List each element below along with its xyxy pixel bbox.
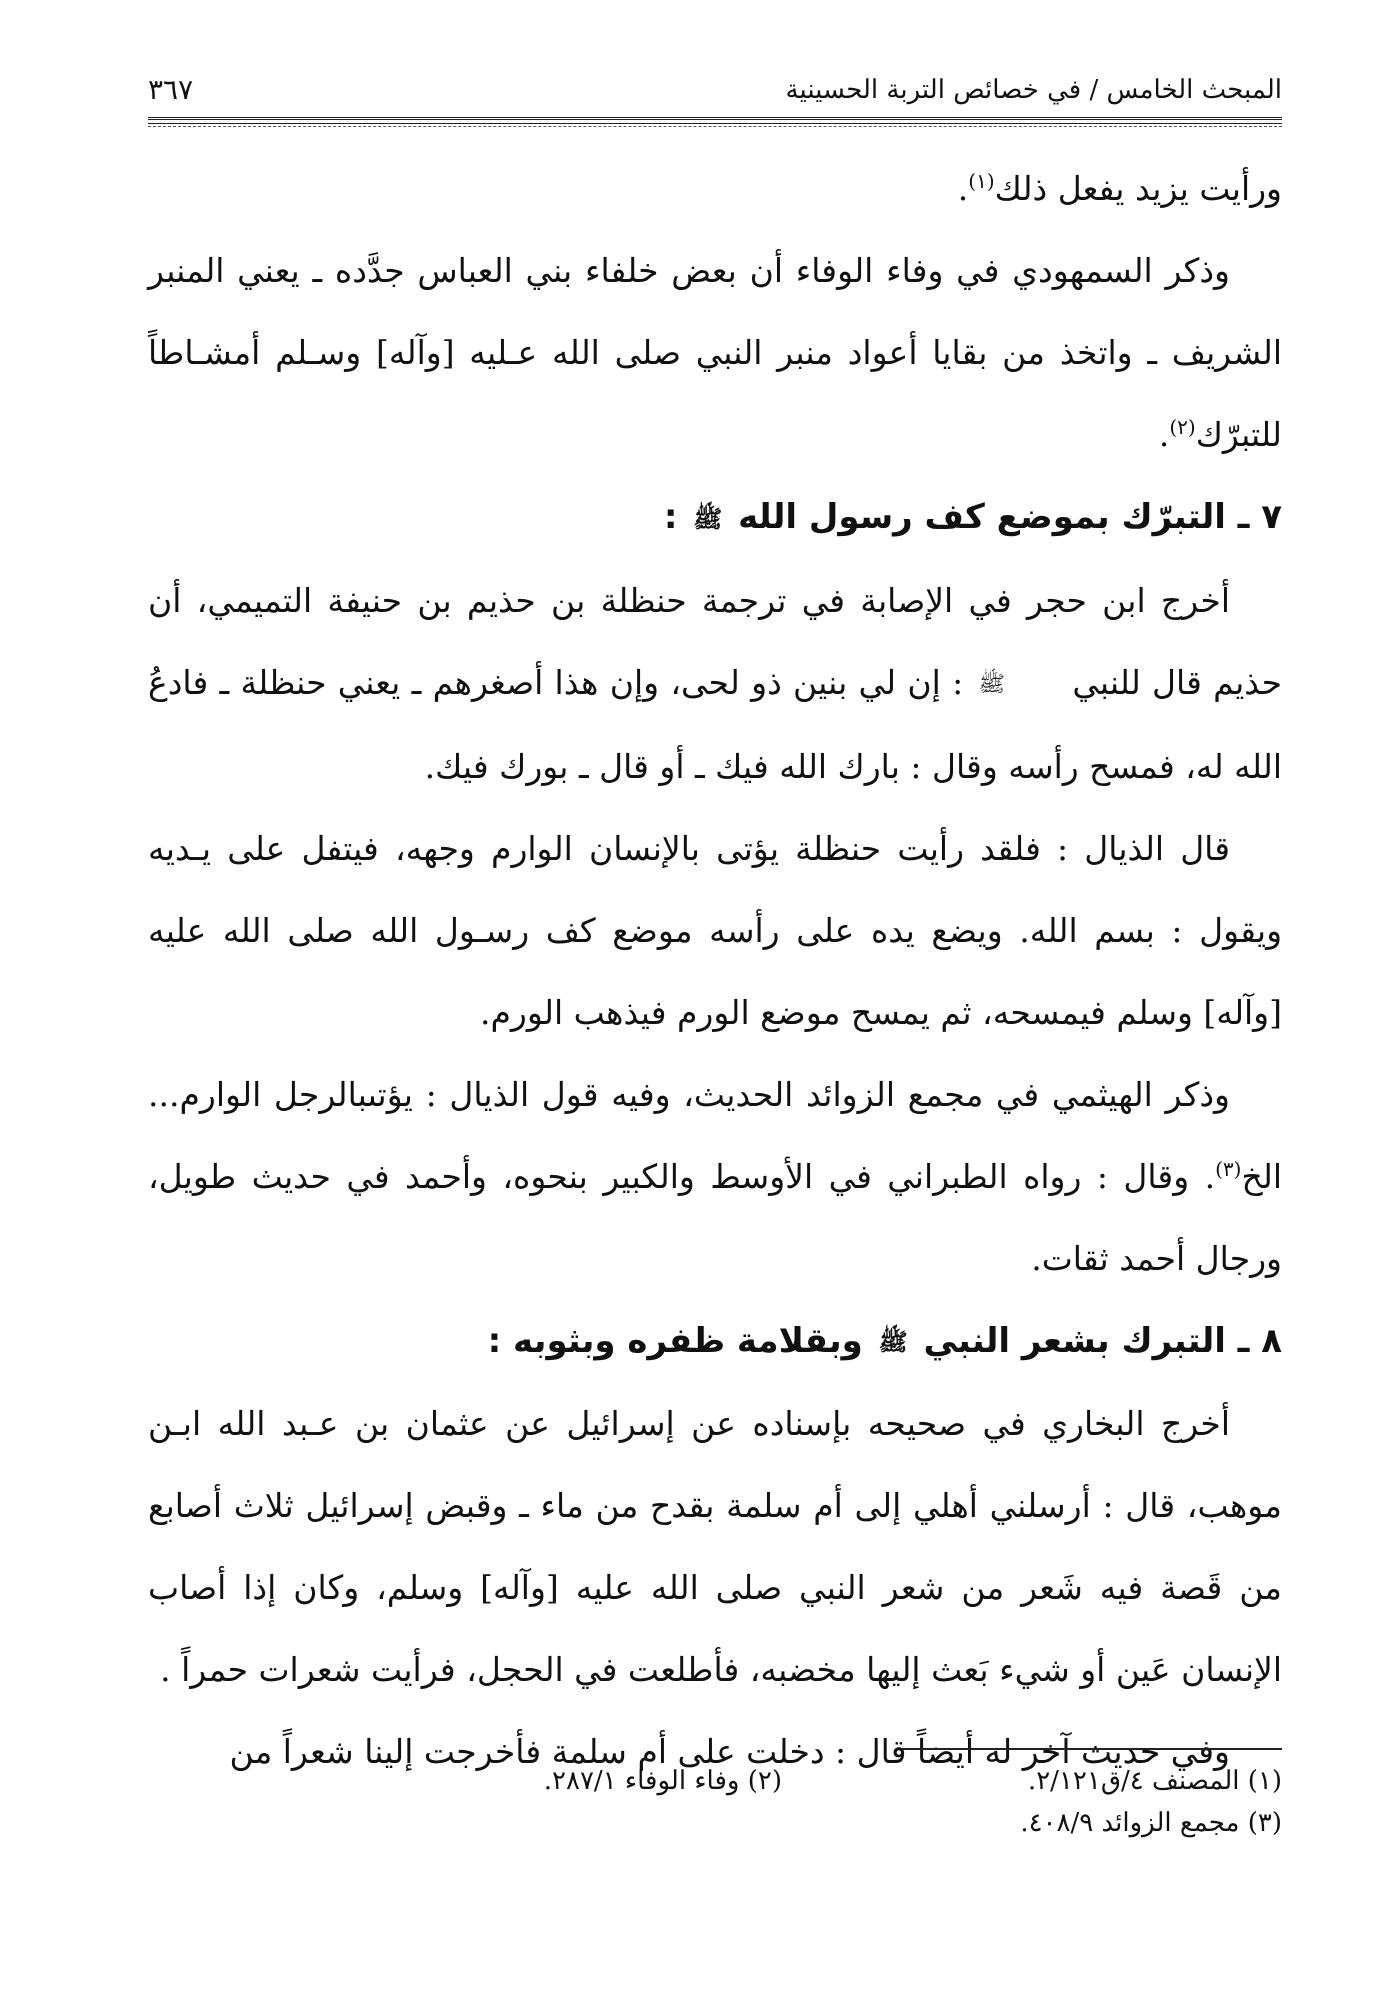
running-header-title: المبحث الخامس / في خصائص التربة الحسينية (785, 75, 1282, 105)
section-heading-8 (148, 1300, 1282, 1384)
main-text (148, 148, 1282, 1793)
paragraph-1 (148, 148, 1282, 230)
paragraph-5-before: وذكر الهيثمي في مجمع الزوائد الحديث، وفيه قول الذيال : يؤتىبالرجل الوارم... الخ (148, 1074, 1282, 1196)
paragraph-2-end: . (1158, 415, 1170, 454)
running-header (148, 72, 1282, 118)
section-heading-8-before: ٨ ـ التبرك بشعر النبي (923, 1320, 1282, 1361)
footnote-1: (١) المصنف ٤/ق٢/١٢١. (1027, 1766, 1282, 1796)
section-heading-7-text: ٧ ـ التبرّك بموضع كف رسول الله (738, 497, 1282, 537)
footnote-3: (٣) مجمع الزوائد ٤٠٨/٩. (1020, 1808, 1282, 1838)
header-divider (148, 117, 1282, 124)
paragraph-4 (148, 808, 1282, 1054)
section-heading-7-end: : (663, 497, 690, 537)
paragraph-1-text: ورأيت يزيد يفعل ذلك (994, 169, 1282, 208)
paragraph-6-text: أخرج البخاري في صحيحه بإسناده عن إسرائيل عن عثمان بن عـبد الله ابـن موهب، قال : أرسلني أهلي إلى أم سلمة بقدح من ماء ـ وقبض إسرائيل ثلاث أصابع من قَصة فيه شَعر من شعر النبي صلى الله عليه [وآله] وسلم، وكان إذا أصاب الإنسان عَين أو شيء بَعث إليها مخضبه، فأطلعت في الحجل، فرأيت شعرات حمراً . (148, 1404, 1282, 1689)
paragraph-5 (148, 1054, 1282, 1300)
footnote-row (148, 1802, 1282, 1844)
salutation-icon: ﷺ (693, 504, 723, 533)
paragraph-2 (148, 230, 1282, 476)
salutation-icon: ﷺ (878, 1328, 908, 1356)
footnote-ref-2[interactable]: (٢) (1169, 415, 1196, 439)
footnote-2: (٢) وفاء الوفاء ٢٨٧/١. (543, 1766, 782, 1796)
paragraph-4-text: قال الذيال : فلقد رأيت حنظلة يؤتى بالإنسان الوارم وجهه، فيتفل على يـديه ويقول : بسم الله. ويضع يده على رأسه موضع كف رسـول الله صلى الله عليه [وآله] وسلم فيمسحه، ثم يمسح موضع الورم فيذهب الورم. (148, 828, 1282, 1032)
paragraph-1-end: . (957, 169, 969, 208)
footnote-divider (902, 1748, 1282, 1750)
section-heading-7 (148, 476, 1282, 560)
paragraph-7-text: وفي حديث آخر له أيضاً قال : دخلت على أم سلمة فأخرجت إلينا شعراً من (229, 1732, 1230, 1771)
paragraph-3 (148, 560, 1282, 808)
paragraph-3-before: أخرج ابن حجر في الإصابة في ترجمة حنظلة بن حذيم بن حنيفة التميمي، أن حذيم قال للنبي (148, 580, 1283, 702)
salutation-icon: ﷺ (978, 671, 1006, 697)
footnote-ref-1[interactable]: (١) (968, 169, 995, 193)
page-number: ٣٦٧ (148, 73, 194, 106)
paragraph-5-after: . وقال : رواه الطبراني في الأوسط والكبير بنحوه، وأحمد في حديث طويل، ورجال أحمد ثقات. (148, 1156, 1282, 1278)
header-divider-dashed (148, 126, 1282, 127)
paragraph-2-text: وذكر السمهودي في وفاء الوفاء أن بعض خلفاء بني العباس جدَّده ـ يعني المنبر الشريف ـ واتخذ من بقايا أعواد منبر النبي صلى الله عـليه [وآله] وسـلم أمشـاطاً للتبرّك (148, 251, 1282, 454)
footnote-row (148, 1760, 1282, 1802)
paragraph-6 (148, 1383, 1282, 1711)
footnotes (148, 1760, 1282, 1844)
footnote-ref-3[interactable]: (٣) (1215, 1156, 1242, 1181)
paragraph-3-after: : إن لي بنين ذو لحى، وإن هذا أصغرهم ـ يعني حنظلة ـ فادعُ الله له، فمسح رأسه وقال : بارك الله فيك ـ أو قال ـ بورك فيك. (148, 662, 1282, 786)
section-heading-8-after: وبقلامة ظفره وبثوبه : (487, 1320, 863, 1361)
